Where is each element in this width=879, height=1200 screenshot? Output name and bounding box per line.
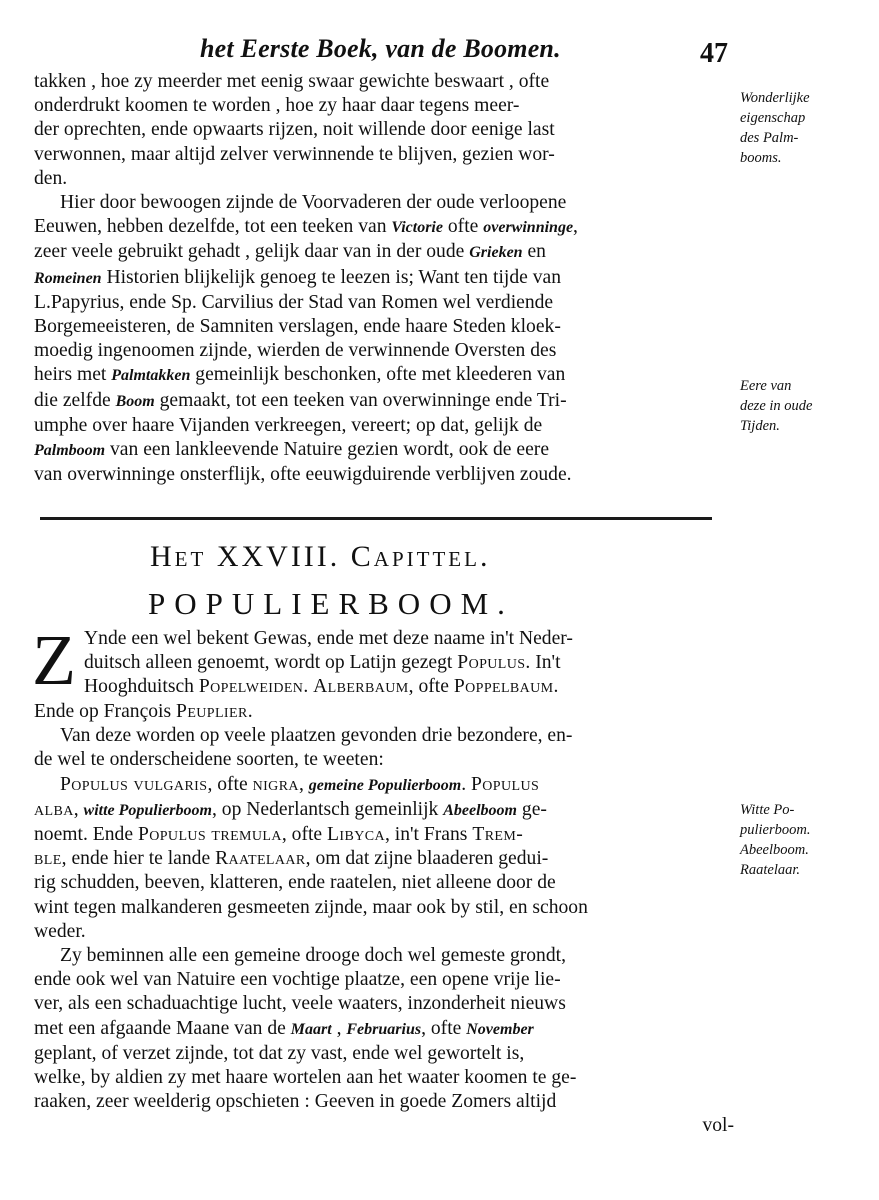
text-line: alba, witte Populierboom, op Nederlantsch gemeinlijk Abeelboom ge- [34, 798, 547, 820]
populier-intro-block [84, 627, 734, 700]
emphasis-term: Grieken [469, 244, 523, 262]
latin-name: Populus [457, 652, 526, 674]
text-line: Borgemeeisteren, de Samniten verslagen, ende haare Steden kloek- [34, 316, 561, 338]
emphasis-term: Palmtakken [111, 367, 191, 385]
dutch-name: Abeelboom [443, 801, 517, 819]
page-header [190, 30, 730, 70]
text-line: L.Papyrius, ende Sp. Carvilius der Stad van Romen wel verdiende [34, 291, 554, 313]
text-line: Romeinen Historien blijkelijk genoeg te leezen is; Want ten tijde van [34, 266, 562, 288]
text-line: rig schudden, beeven, klatteren, ende raatelen, niet alleene door de [34, 872, 556, 894]
emphasis-term: Romeinen [34, 269, 102, 287]
text-line: wint tegen malkanderen gesmeeten zijnde, maar ook by stil, en schoon [34, 896, 588, 918]
text-line: verwonnen, maar altijd zelver verwinnende te blijven, gezien wor- [34, 143, 555, 165]
emphasis-term: Palmboom [34, 442, 106, 460]
text-line: duitsch alleen genoemt, wordt op Latijn gezegt Populus. In't [84, 652, 561, 674]
text-line: die zelfde Boom gemaakt, tot een teeken van overwinninge ende Tri- [34, 389, 567, 411]
text-line: weder. [34, 920, 86, 942]
text-line: Van deze worden op veele plaatzen gevonden drie bezondere, en- [60, 725, 573, 747]
text-line: ende ook wel van Natuire een vochtige plaatze, een opene vrije lie- [34, 969, 561, 991]
text-line: raaken, zeer weelderig opschieten : Geeven in goede Zomers altijd [34, 1091, 557, 1113]
text-line: ble, ende hier te lande Raatelaar, om dat zijne blaaderen gedui- [34, 848, 549, 870]
text-line: van overwinninge onsterflijk, ofte eeuwigduirende verblijven zoude. [34, 464, 572, 486]
margin-note-witte-populierboom: Witte Po- pulierboom. Abeelboom. Raatelaar. [740, 802, 811, 878]
month-name: November [466, 1020, 534, 1038]
german-name: Alberbaum [313, 676, 409, 698]
drop-cap: Z [32, 620, 76, 700]
latin-term: Victorie [391, 219, 443, 237]
text-line: Populus vulgaris, ofte nigra, gemeine Populierboom. Populus [60, 773, 540, 795]
catchword: vol- [702, 1115, 734, 1137]
text-line: der oprechten, ende opwaarts rijzen, noit willende door eenige last [34, 119, 555, 141]
text-line: moedig ingenoomen zijnde, wierden de verwinnende Oversten des [34, 340, 557, 362]
dutch-name: gemeine Populierboom [308, 776, 462, 794]
latin-term: overwinninge [483, 219, 574, 237]
text-line: Ynde een wel bekent Gewas, ende met deze naame in't Neder- [84, 628, 573, 649]
month-name: Maart [290, 1020, 332, 1038]
chapter-heading: Het XXVIII. Capittel. [150, 540, 491, 573]
text-line: Hooghduitsch Popelweiden. Alberbaum, ofte Poppelbaum. [84, 676, 559, 698]
section-divider [40, 517, 712, 520]
text-line: welke, by aldien zy met haare wortelen aan het waater koomen te ge- [34, 1067, 577, 1089]
palm-paragraph-block [34, 70, 734, 487]
text-line: geplant, of verzet zijnde, tot dat zy vast, ende wel gewortelt is, [34, 1042, 525, 1064]
text-line: zeer veele gebruikt gehadt , gelijk daar van in der oude Grieken en [34, 241, 546, 263]
german-name: Poppelbaum [453, 676, 554, 698]
text-line: ver, als een schaduachtige lucht, veele waaters, inzonderheit nieuws [34, 993, 566, 1015]
emphasis-term: Boom [115, 392, 155, 410]
text-line: onderdrukt koomen te worden , hoe zy haar daar tegens meer- [34, 95, 520, 117]
german-name: Popelweiden [198, 676, 304, 698]
dutch-name: witte Populierboom [83, 801, 212, 819]
text-line: takken , hoe zy meerder met eenig swaar gewichte beswaart , ofte [34, 71, 550, 92]
text-line: den. [34, 167, 68, 189]
text-line: Zy beminnen alle een gemeine drooge doch wel gemeste grondt, [60, 945, 566, 967]
chapter-title: POPULIERBOOM. [148, 586, 514, 621]
margin-note-wonderlijke: Wonderlijke eigenschap des Palm- booms. [740, 90, 810, 166]
page-number: 47 [700, 38, 728, 69]
margin-note-eere: Eere van deze in oude Tijden. [740, 378, 813, 434]
french-name: Peuplier [176, 701, 248, 722]
running-title: het Eerste Boek, van de Boomen. [200, 34, 561, 63]
text-line: de wel te onderscheidene soorten, te weeten: [34, 749, 384, 771]
text-line: umphe over haare Vijanden verkreegen, vereert; op dat, gelijk de [34, 414, 543, 436]
text-line: Eeuwen, hebben dezelfde, tot een teeken van Victorie ofte overwinninge, [34, 216, 578, 238]
text-line: Palmboom van een lankleevende Natuire gezien wordt, ook de eere [34, 439, 550, 461]
populier-body-block [34, 700, 734, 1139]
text-line: met een afgaande Maane van de Maart , Februarius, ofte November [34, 1017, 534, 1039]
text-line: heirs met Palmtakken gemeinlijk beschonken, ofte met kleederen van [34, 364, 566, 386]
text-line: Ende op François Peuplier. [34, 701, 253, 722]
month-name: Februarius [346, 1020, 422, 1038]
text-line: Hier door bewoogen zijnde de Voorvaderen der oude verloopene [60, 192, 567, 214]
text-line: noemt. Ende Populus tremula, ofte Libyca, in't Frans Trem- [34, 824, 524, 846]
